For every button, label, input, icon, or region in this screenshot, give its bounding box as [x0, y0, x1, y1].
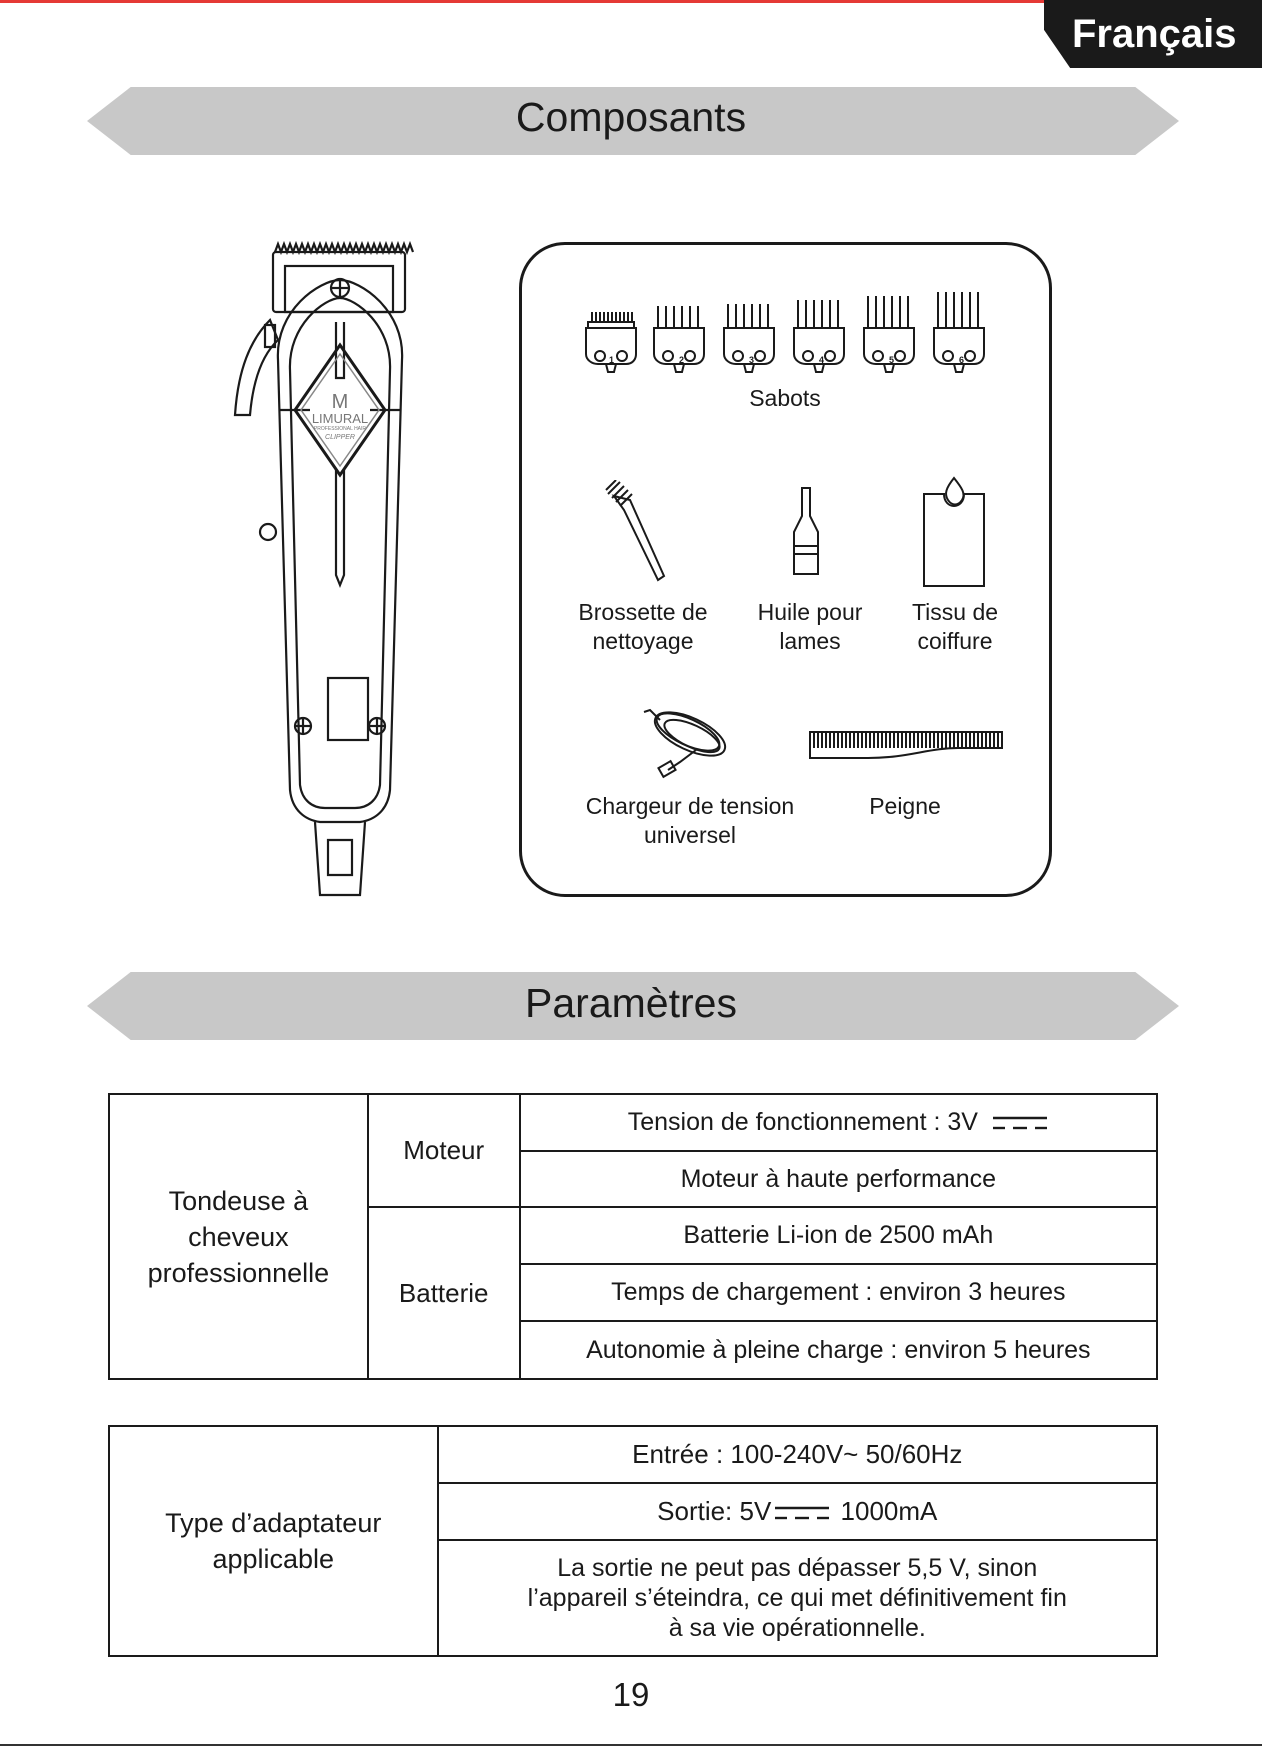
- guard-number-5: 5: [889, 355, 895, 365]
- brand-model: CLIPPER: [325, 434, 355, 441]
- guard-number-6: 6: [959, 355, 965, 365]
- guard-combs-illustration: [578, 292, 996, 384]
- guard-number-1: 1: [609, 355, 615, 365]
- motor-performance-cell: Moteur à haute performance: [520, 1151, 1157, 1207]
- language-tab-label: Français: [1072, 12, 1237, 56]
- battery-group-cell: Batterie: [368, 1207, 520, 1379]
- dc-symbol-icon: [991, 1114, 1049, 1132]
- brush-label-line2: nettoyage: [592, 628, 694, 654]
- adapter-warning-cell: La sortie ne peut pas dépasser 5,5 V, sinon l’appareil s’éteindra, ce qui met définitivement fin à sa vie opérationnelle.: [438, 1540, 1157, 1656]
- adapter-input-cell: Entrée : 100-240V~ 50/60Hz: [438, 1426, 1157, 1483]
- device-cell: Tondeuse à cheveux professionnelle: [109, 1094, 368, 1379]
- dc-symbol-icon: [773, 1504, 831, 1522]
- charging-time-cell: Temps de chargement : environ 3 heures: [520, 1264, 1157, 1321]
- oil-label-line1: Huile pour: [757, 599, 863, 625]
- oil-bottle-icon: [786, 486, 826, 580]
- voltage-text: Tension de fonctionnement : 3V: [627, 1108, 978, 1136]
- voltage-cell: [520, 1094, 1157, 1151]
- clipper-illustration: [220, 230, 460, 905]
- brand-name: LIMURAL: [311, 411, 369, 426]
- runtime-cell: Autonomie à pleine charge : environ 5 heures: [520, 1321, 1157, 1379]
- brand-logo-text: [300, 392, 380, 442]
- guards-label: Sabots: [749, 385, 821, 411]
- hair-cape-icon: [918, 476, 990, 590]
- clipper-blade-teeth: [275, 244, 413, 252]
- guard-number-3: 3: [749, 355, 755, 365]
- parameters-table: [108, 1093, 1158, 1380]
- cape-label-line2: coiffure: [917, 628, 993, 654]
- adapter-table: [108, 1425, 1158, 1657]
- brand-monogram: M: [331, 391, 349, 413]
- comb-icon: [808, 728, 1004, 762]
- display-window: [328, 678, 368, 740]
- oil-label-line2: lames: [779, 628, 841, 654]
- charger-label-line2: universel: [643, 822, 737, 848]
- cape-label: [875, 598, 1035, 656]
- motor-group-cell: Moteur: [368, 1094, 520, 1207]
- cleaning-brush-icon: [600, 480, 680, 582]
- charger-cable-icon: [640, 700, 740, 784]
- clipper-tail: [315, 822, 365, 895]
- battery-capacity-cell: Batterie Li-ion de 2500 mAh: [520, 1207, 1157, 1264]
- guard-number-4: 4: [819, 355, 825, 365]
- comb-label: Peigne: [869, 793, 941, 819]
- charger-label-line1: Chargeur de tension: [585, 793, 795, 819]
- taper-lever: [235, 320, 278, 415]
- page-number: 19: [612, 1676, 650, 1713]
- adapter-type-cell: Type d’adaptateur applicable: [109, 1426, 438, 1656]
- adapter-output-suffix: 1000mA: [833, 1496, 938, 1526]
- brush-label-line1: Brossette de: [578, 599, 708, 625]
- adapter-output-prefix: Sortie: 5V: [657, 1496, 772, 1526]
- parameters-title: Paramètres: [525, 980, 737, 1026]
- components-title: Composants: [515, 94, 747, 140]
- cape-label-line1: Tissu de: [911, 599, 999, 625]
- charger-label: [570, 792, 810, 850]
- power-button: [260, 524, 276, 540]
- guard-number-2: 2: [679, 355, 685, 365]
- brand-tagline: PROFESSIONAL HAIR: [313, 426, 367, 432]
- bottom-border: [0, 1744, 1262, 1746]
- adapter-output-cell: [438, 1483, 1157, 1540]
- oil-label: [730, 598, 890, 656]
- brush-label: [563, 598, 723, 656]
